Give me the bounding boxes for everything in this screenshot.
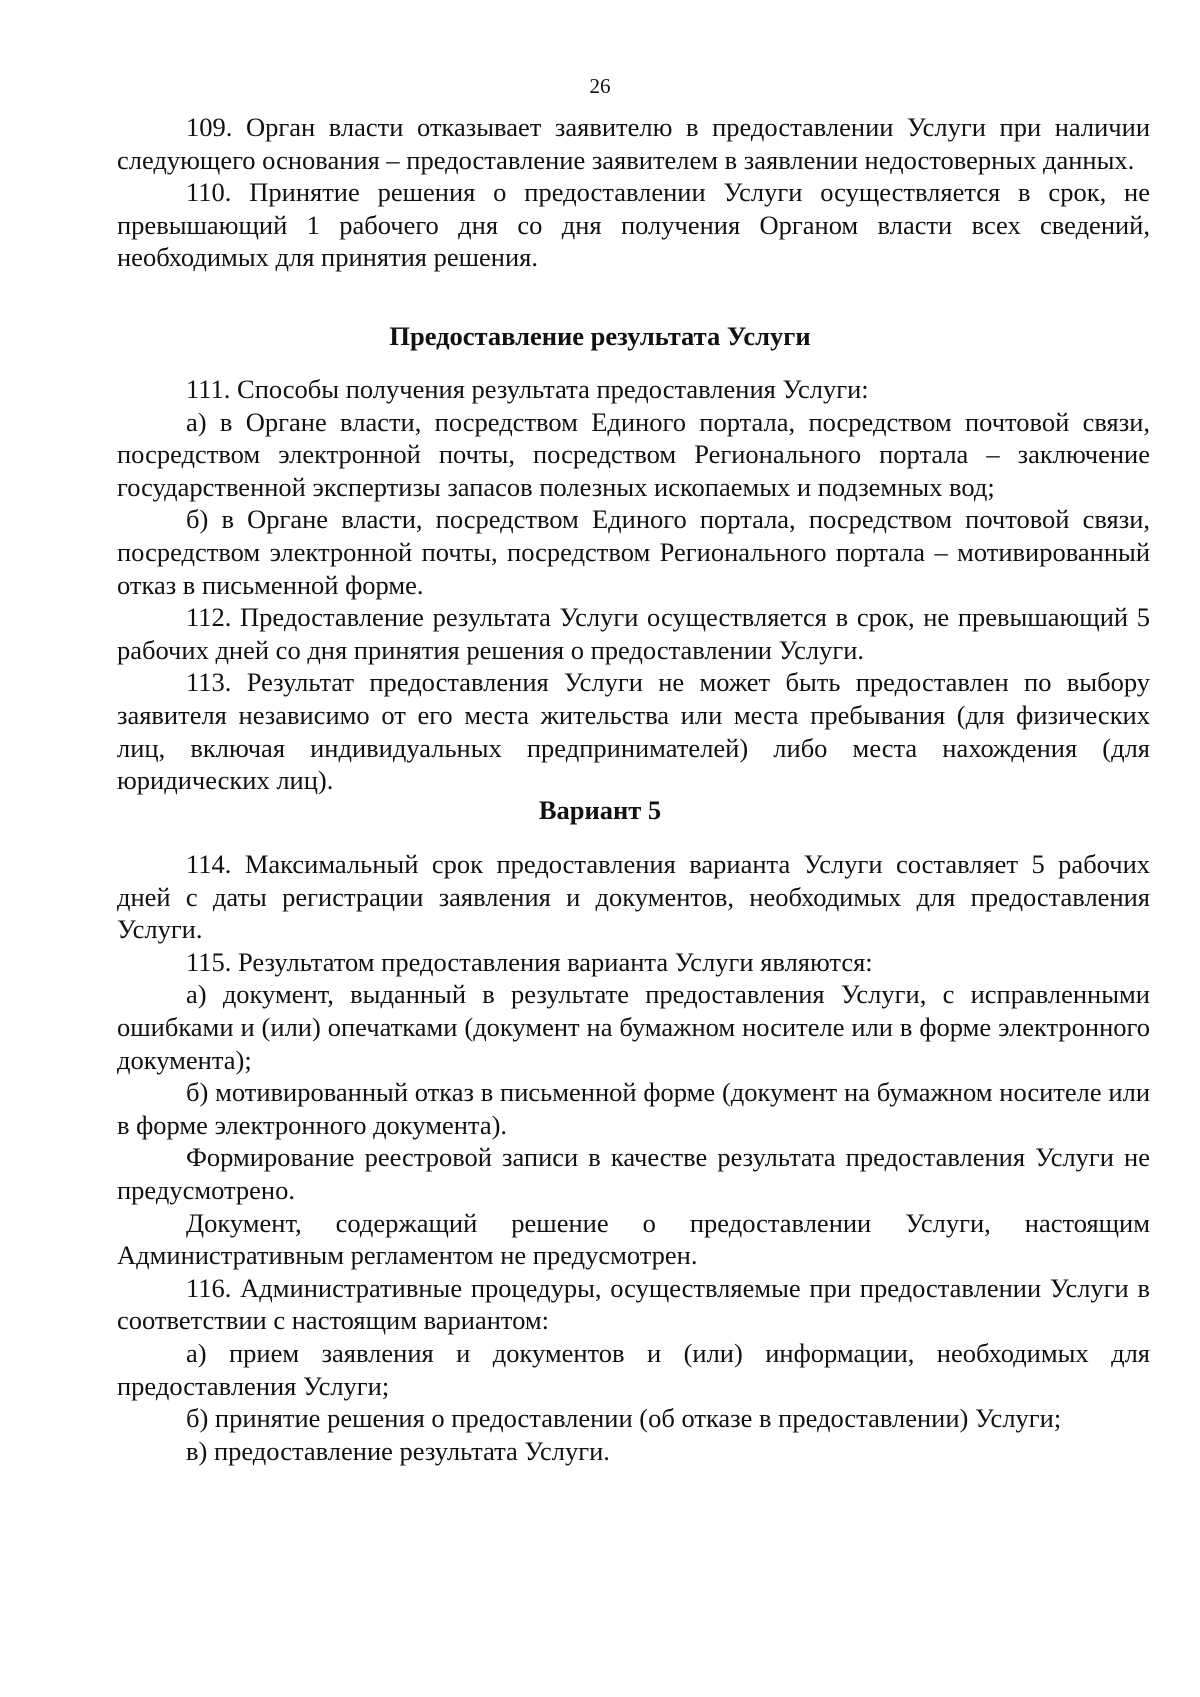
paragraph-115-b: б) мотивированный отказ в письменной форме (документ на бумажном носителе или в форме электронного документа). [117, 1077, 1150, 1140]
paragraph-111: 111. Способы получения результата предоставления Услуги: [186, 374, 869, 404]
page-number: 26 [589, 74, 611, 98]
section-result-provision [117, 373, 1150, 797]
paragraph-113: 113. Результат предоставления Услуги не может быть предоставлен по выбору заявителя независимо от его места жительства или места пребывания (для физических лиц, включая индивидуальных предпринимателей) либо места нахождения (для юридических лиц). [117, 667, 1150, 796]
paragraph-decision-document: Документ, содержащий решение о предоставлении Услуги, настоящим Административным регламентом не предусмотрен. [117, 1207, 1150, 1271]
paragraph-116-b: б) принятие решения о предоставлении (об отказе в предоставлении) Услуги; [186, 1403, 1062, 1434]
paragraph-115-a: а) документ, выданный в результате предоставления Услуги, с исправленными ошибками и (или) опечатками (документ на бумажном носителе или в форме электронного документа); [117, 979, 1150, 1075]
paragraph-114: 114. Максимальный срок предоставления варианта Услуги составляет 5 рабочих дней с даты регистрации заявления и документов, необходимых для предоставления Услуги. [117, 849, 1150, 945]
heading-result-provision: Предоставление результата Услуги [389, 321, 811, 351]
paragraph-116-v: в) предоставление результата Услуги. [186, 1435, 610, 1466]
section-variant-5 [117, 848, 1150, 1467]
paragraph-registry-record: Формирование реестровой записи в качестве результата предоставления Услуги не предусмотрено. [117, 1142, 1150, 1205]
paragraph-109: 109. Орган власти отказывает заявителю в предоставлении Услуги при наличии следующего основания – предоставление заявителем в заявлении недостоверных данных. [117, 112, 1150, 175]
paragraph-110: 110. Принятие решения о предоставлении Услуги осуществляется в срок, не превышающий 1 рабочего дня со дня получения Органом власти всех сведений, необходимых для принятия решения. [117, 177, 1150, 273]
paragraph-111-a: а) в Органе власти, посредством Единого портала, посредством почтовой связи, посредством электронной почты, посредством Регионального портала – заключение государственной экспертизы запасов полезных ископаемых и подземных вод; [117, 406, 1150, 502]
paragraph-112: 112. Предоставление результата Услуги осуществляется в срок, не превышающий 5 рабочих дней со дня принятия решения о предоставлении Услуги. [117, 602, 1150, 665]
section-refusal [117, 111, 1150, 274]
heading-variant-5: Вариант 5 [538, 795, 662, 825]
paragraph-111-b: б) в Органе власти, посредством Единого портала, посредством почтовой связи, посредством электронной почты, посредством Регионального портала – мотивированный отказ в письменной форме. [117, 504, 1150, 600]
paragraph-116: 116. Административные процедуры, осуществляемые при предоставлении Услуги в соответствии с настоящим вариантом: [117, 1272, 1150, 1336]
paragraph-115: 115. Результатом предоставления варианта Услуги являются: [186, 946, 873, 977]
paragraph-116-a: а) прием заявления и документов и (или) информации, необходимых для предоставления Услуги; [117, 1337, 1150, 1401]
